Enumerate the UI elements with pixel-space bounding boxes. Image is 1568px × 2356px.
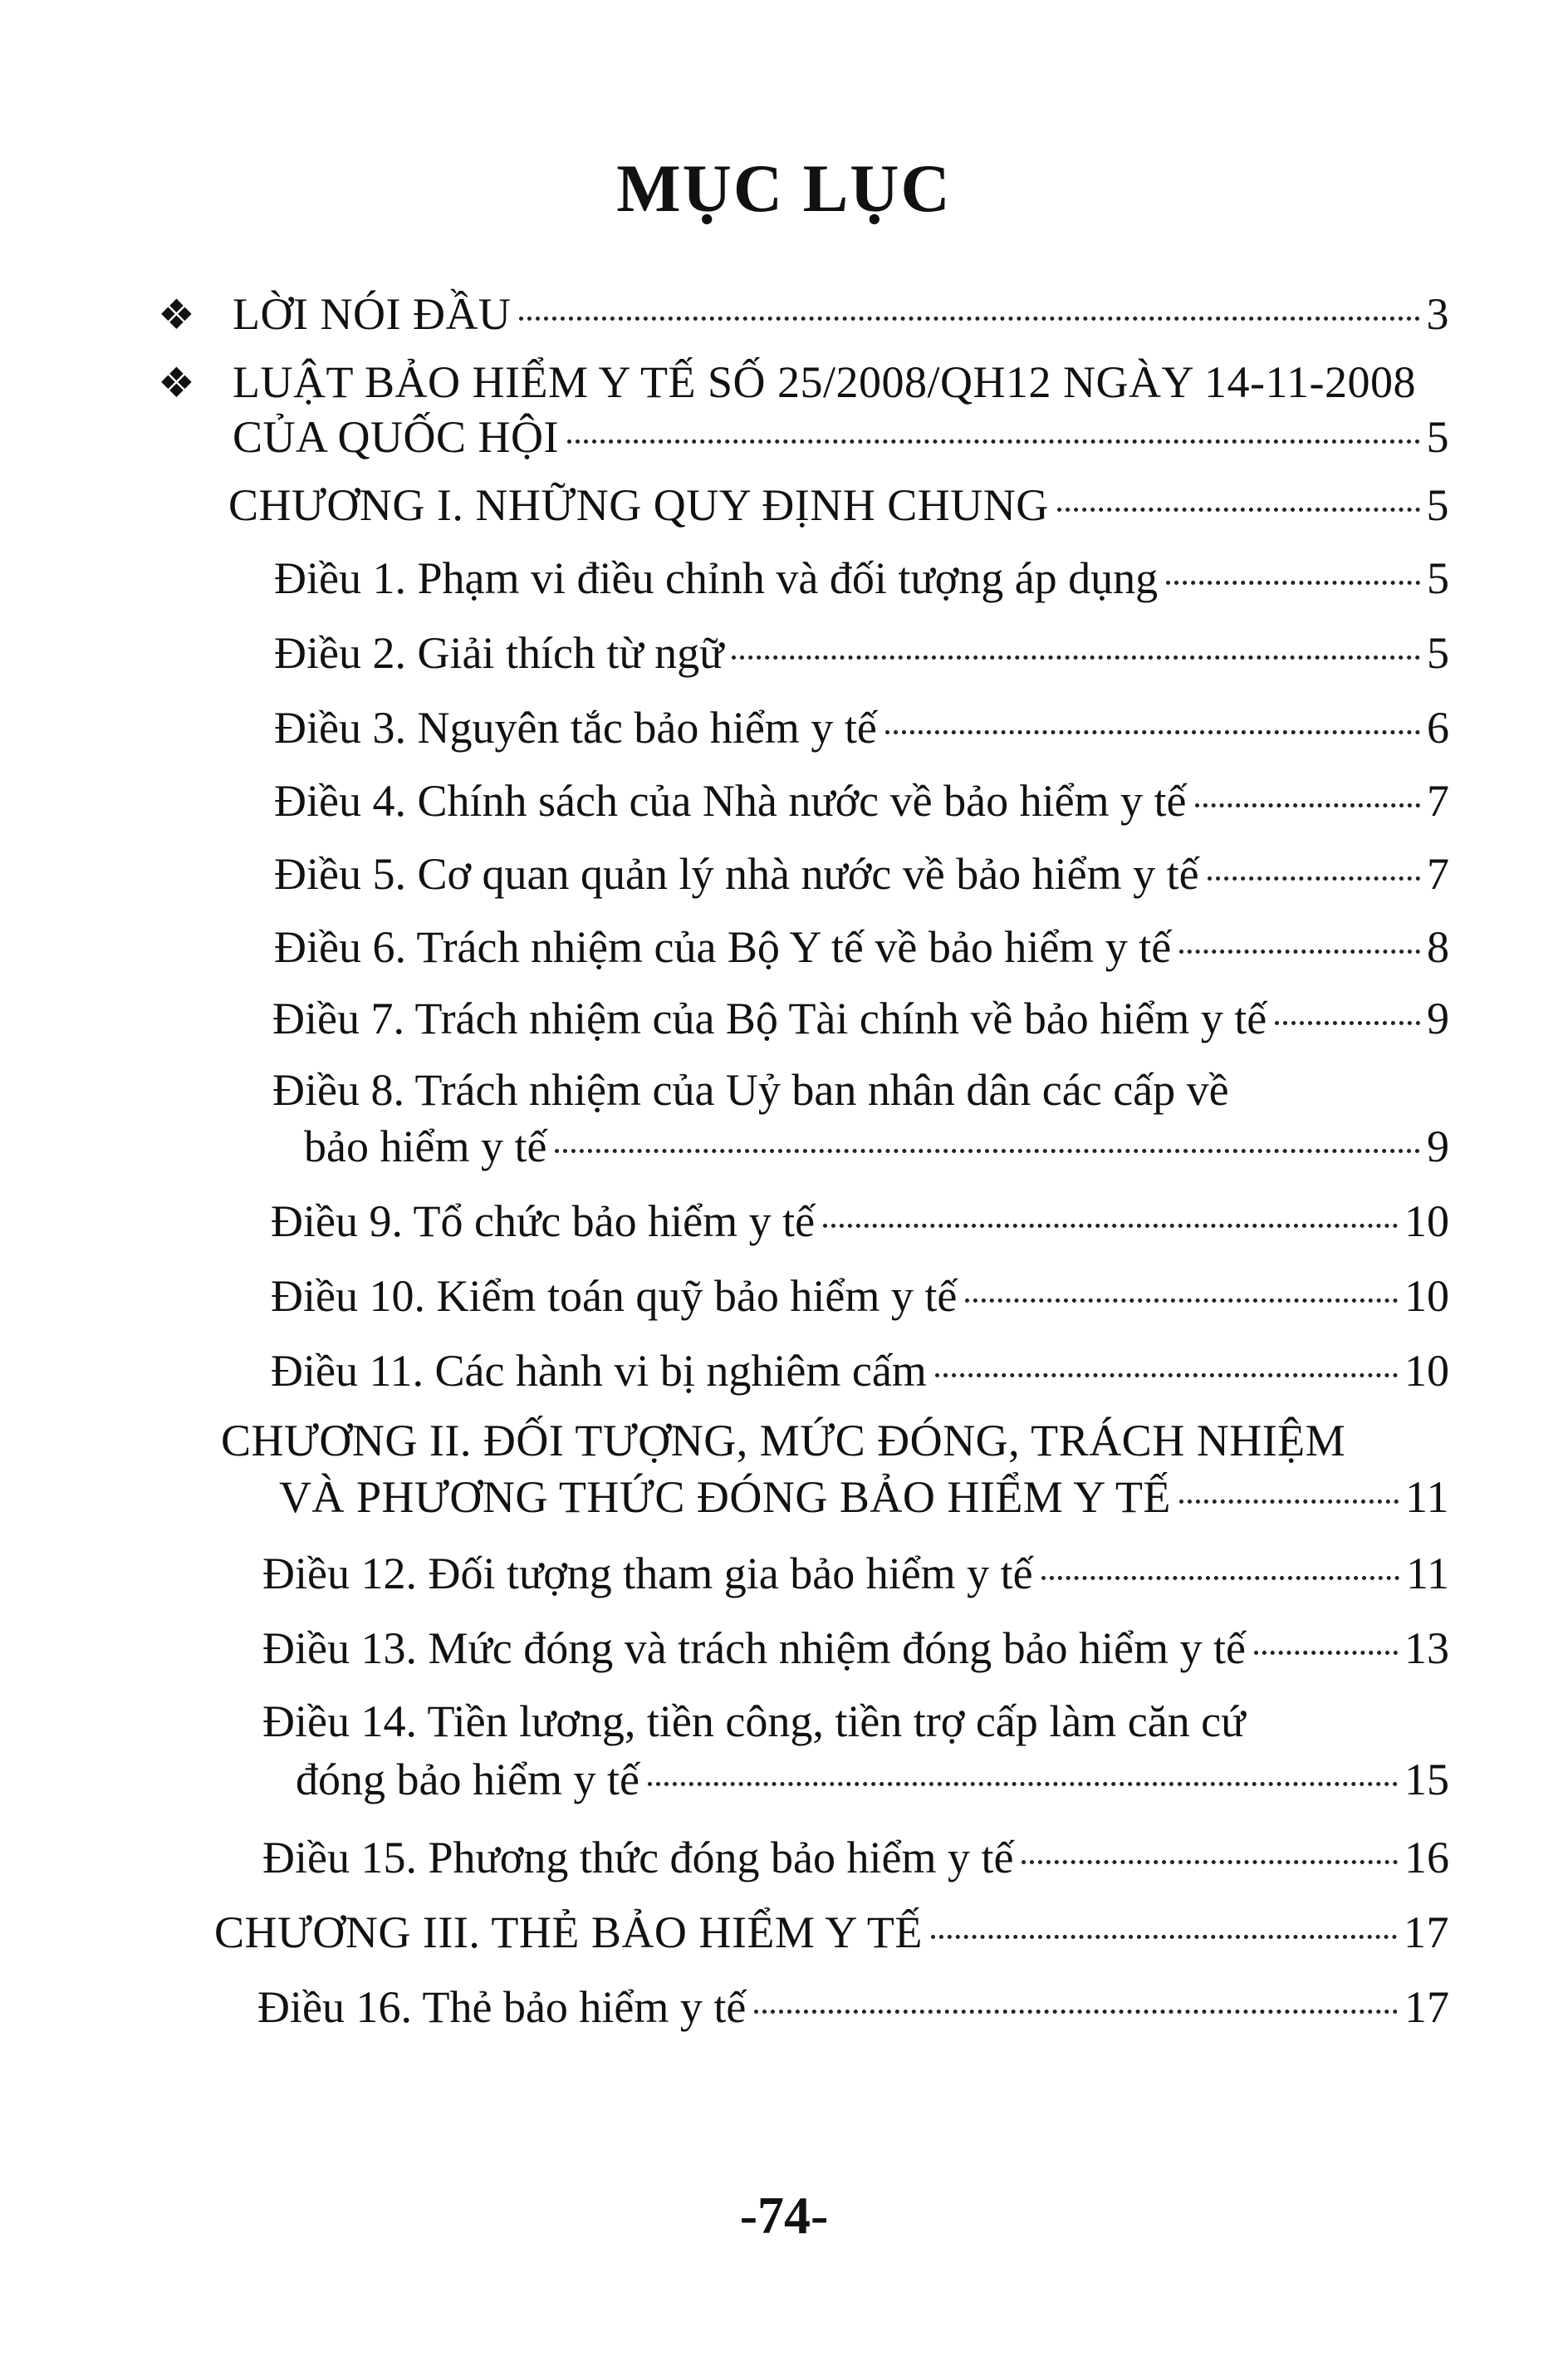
toc-page-number: 7 — [1427, 849, 1449, 899]
toc-entry-label-line1: CHƯƠNG II. ĐỐI TƯỢNG, MỨC ĐÓNG, TRÁCH NHIỆM — [221, 1416, 1346, 1465]
toc-entry-label: Điều 3. Nguyên tắc bảo hiểm y tế — [274, 703, 877, 753]
dot-leader — [931, 1935, 1397, 1939]
toc-page-number: 17 — [1404, 1982, 1449, 2032]
toc-page-number: 7 — [1427, 776, 1449, 826]
dot-leader — [885, 730, 1420, 734]
toc-page-number: 5 — [1426, 480, 1449, 530]
dot-leader — [823, 1224, 1398, 1228]
toc-entry-article-14 — [296, 1755, 1449, 1804]
toc-entry-law — [233, 412, 1449, 462]
dot-leader — [965, 1298, 1398, 1303]
dot-leader — [1254, 1651, 1398, 1655]
toc-entry-article-3 — [274, 703, 1449, 753]
toc-entry-label-line1: Điều 8. Trách nhiệm của Uỷ ban nhân dân các cấp về — [272, 1065, 1229, 1115]
dot-leader — [1275, 1021, 1420, 1025]
toc-page-number: 15 — [1404, 1755, 1449, 1804]
toc-entry-chapter-1 — [228, 480, 1449, 530]
toc-page-number: 5 — [1426, 412, 1449, 462]
toc-entry-label: LỜI NÓI ĐẦU — [233, 289, 512, 339]
toc-entry-article-8-line1 — [272, 1065, 1229, 1115]
toc-entry-article-11 — [271, 1346, 1449, 1396]
toc-page-number: 6 — [1427, 703, 1449, 753]
toc-entry-label: bảo hiểm y tế — [304, 1122, 547, 1171]
toc-entry-chapter-2 — [279, 1472, 1449, 1522]
toc-entry-label: Điều 13. Mức đóng và trách nhiệm đóng bảo hiểm y tế — [262, 1623, 1246, 1673]
toc-entry-article-14-line1 — [262, 1696, 1245, 1746]
toc-entry-article-10 — [271, 1271, 1449, 1321]
dot-leader — [519, 317, 1419, 321]
toc-entry-label: Điều 10. Kiểm toán quỹ bảo hiểm y tế — [271, 1271, 958, 1321]
dot-leader — [754, 2010, 1398, 2014]
toc-entry-article-9 — [271, 1196, 1449, 1246]
dot-leader — [1057, 508, 1420, 512]
dot-leader — [555, 1149, 1420, 1153]
dot-leader — [732, 655, 1420, 660]
toc-page-number: 5 — [1427, 553, 1449, 603]
toc-entry-label: Điều 9. Tổ chức bảo hiểm y tế — [271, 1196, 816, 1246]
toc-entry-label: Điều 5. Cơ quan quản lý nhà nước về bảo hiểm y tế — [274, 849, 1199, 899]
dot-leader — [1166, 581, 1420, 585]
dot-leader — [1179, 1499, 1399, 1504]
toc-entry-chapter-2-line1 — [221, 1416, 1345, 1465]
page-title: MỤC LỤC — [616, 150, 952, 226]
dot-leader — [1022, 1860, 1398, 1864]
dot-leader — [1195, 803, 1420, 807]
dot-leader — [1041, 1576, 1399, 1580]
dot-leader — [1179, 950, 1420, 954]
toc-entry-label: đóng bảo hiểm y tế — [296, 1755, 639, 1804]
toc-entry-label-line1: Điều 14. Tiền lương, tiền công, tiền trợ cấp làm căn cứ — [262, 1696, 1246, 1746]
toc-page-number: 11 — [1406, 1549, 1449, 1598]
toc-entry-article-6 — [274, 922, 1449, 972]
toc-page-number: 8 — [1427, 922, 1449, 972]
diamond-bullet-icon: ❖ — [158, 360, 196, 406]
toc-entry-chapter-3 — [214, 1907, 1449, 1957]
toc-entry-law-line1 — [158, 357, 1416, 408]
toc-entry-article-8 — [304, 1122, 1449, 1171]
dot-leader — [1208, 876, 1420, 881]
toc-entry-label: Điều 7. Trách nhiệm của Bộ Tài chính về bảo hiểm y tế — [272, 994, 1267, 1043]
diamond-bullet-icon: ❖ — [158, 292, 196, 338]
toc-entry-article-5 — [274, 849, 1449, 899]
toc-entry-label: CHƯƠNG III. THẺ BẢO HIỂM Y TẾ — [214, 1907, 923, 1957]
toc-entry-label: Điều 1. Phạm vi điều chỉnh và đối tượng áp dụng — [274, 553, 1159, 603]
toc-entry-article-7 — [272, 994, 1449, 1043]
toc-entry-label: VÀ PHƯƠNG THỨC ĐÓNG BẢO HIỂM Y TẾ — [279, 1472, 1171, 1522]
toc-page-number: 10 — [1404, 1346, 1449, 1396]
toc-page-number: 9 — [1427, 994, 1449, 1043]
toc-entry-label: Điều 4. Chính sách của Nhà nước về bảo hiểm y tế — [274, 776, 1187, 826]
toc-entry-label: Điều 11. Các hành vi bị nghiêm cấm — [271, 1346, 927, 1396]
toc-page-number: 9 — [1427, 1122, 1449, 1171]
toc-entry-article-12 — [262, 1549, 1449, 1598]
toc-page-number: 13 — [1404, 1623, 1449, 1673]
toc-entry-article-4 — [274, 776, 1449, 826]
toc-page-number: 5 — [1427, 628, 1449, 678]
toc-entry-article-16 — [257, 1982, 1449, 2032]
toc-page-number: 11 — [1405, 1472, 1449, 1522]
dot-leader — [567, 439, 1419, 444]
toc-entry-article-2 — [274, 628, 1449, 678]
toc-page-number: 10 — [1404, 1196, 1449, 1246]
toc-entry-preface — [158, 289, 1449, 340]
dot-leader — [648, 1782, 1398, 1786]
toc-entry-label: CỦA QUỐC HỘI — [233, 412, 560, 462]
toc-entry-label-line1: LUẬT BẢO HIỂM Y TẾ SỐ 25/2008/QH12 NGÀY 14-11-2008 — [233, 357, 1416, 407]
toc-page-number: 3 — [1426, 289, 1449, 339]
toc-page-number: 16 — [1404, 1833, 1449, 1882]
page-number-footer: -74- — [739, 2186, 829, 2245]
toc-entry-article-13 — [262, 1623, 1449, 1673]
toc-page-number: 10 — [1404, 1271, 1449, 1321]
toc-entry-article-1 — [274, 553, 1449, 603]
toc-entry-label: Điều 12. Đối tượng tham gia bảo hiểm y tế — [262, 1549, 1033, 1598]
dot-leader — [935, 1373, 1398, 1377]
toc-entry-label: CHƯƠNG I. NHỮNG QUY ĐỊNH CHUNG — [228, 480, 1049, 530]
toc-entry-label: Điều 15. Phương thức đóng bảo hiểm y tế — [262, 1833, 1014, 1882]
toc-entry-label: Điều 6. Trách nhiệm của Bộ Y tế về bảo hiểm y tế — [274, 922, 1172, 972]
toc-page-number: 17 — [1404, 1907, 1449, 1957]
toc-entry-article-15 — [262, 1833, 1449, 1882]
toc-entry-label: Điều 16. Thẻ bảo hiểm y tế — [257, 1982, 747, 2032]
toc-entry-label: Điều 2. Giải thích từ ngữ — [274, 628, 724, 678]
